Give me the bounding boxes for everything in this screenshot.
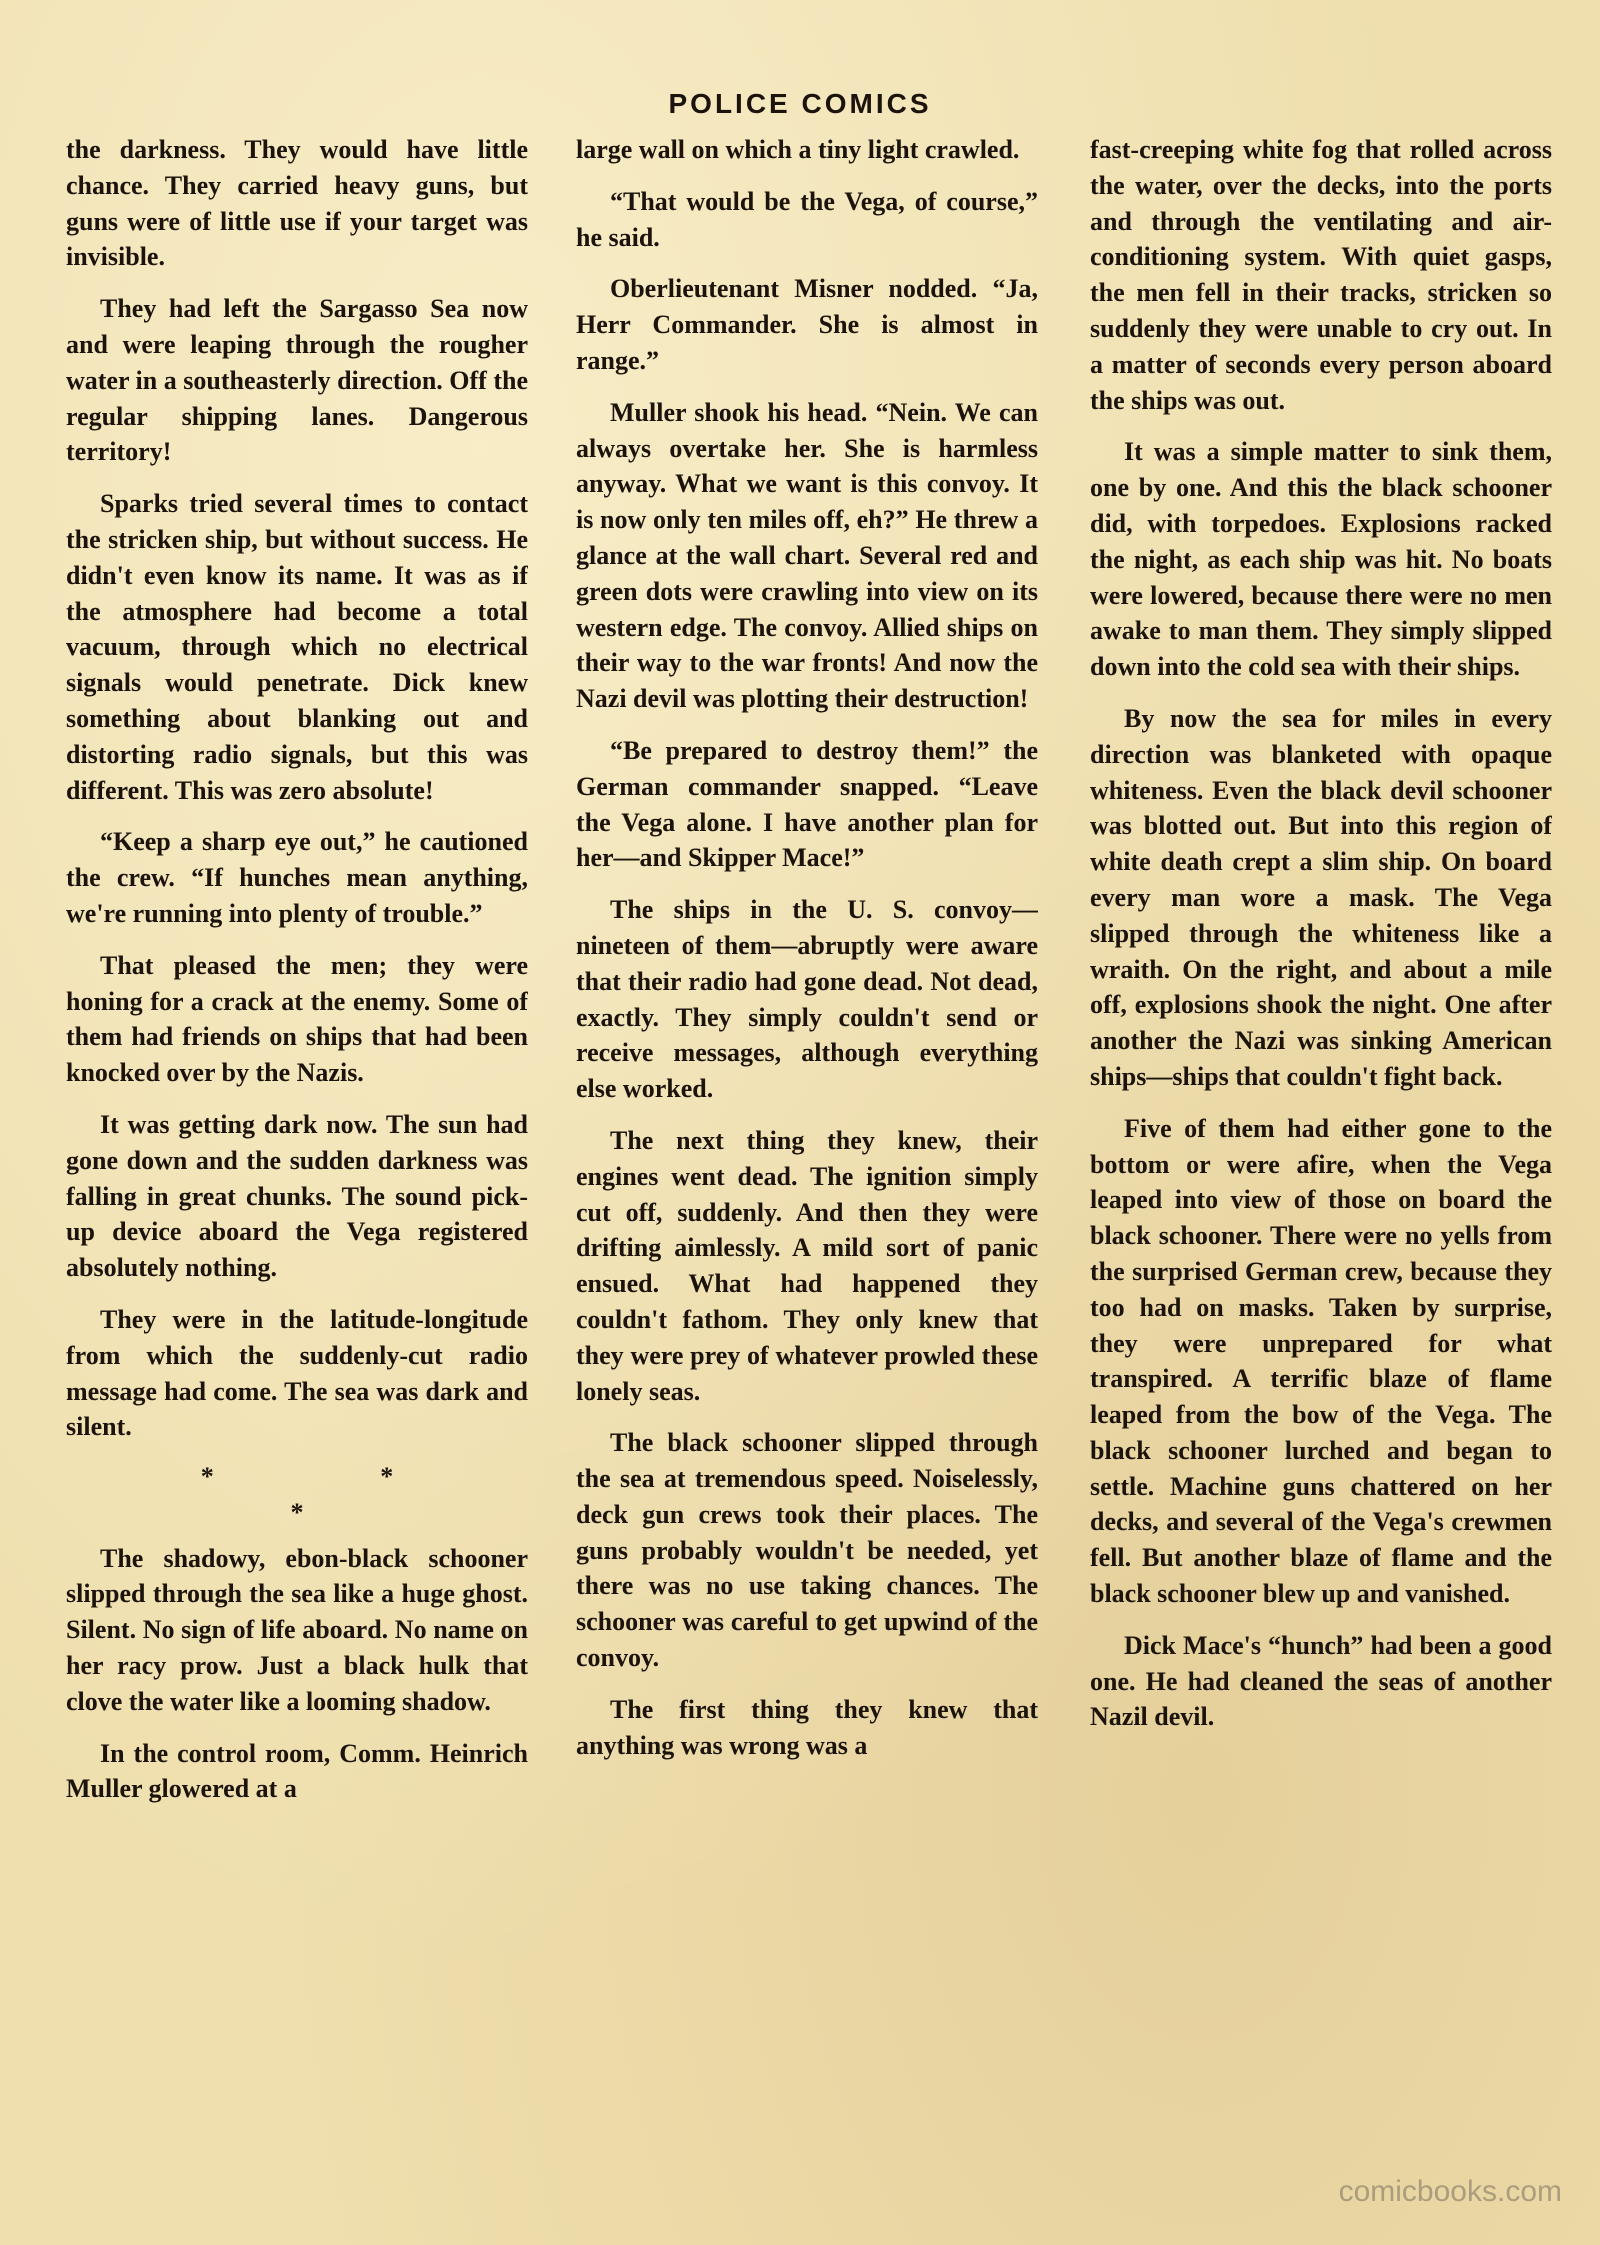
paragraph: The first thing they knew that anything was wrong was a [576, 1694, 1038, 1760]
site-watermark: comicbooks.com [1338, 2175, 1562, 2208]
paragraph: By now the sea for miles in every direction was blanketed with opaque whiteness. Even the black devil schooner was blotted out. But into this region of white death crept a slim ship. On board every man wore a mask. The Vega slipped through the whiteness like a wraith. On the right, and about a mile off, explosions shook the night. One after another the Nazi was sinking American ships—ships that couldn't fight back. [1090, 703, 1552, 1091]
paragraph: That pleased the men; they were honing for a crack at the enemy. Some of them had friends on ships that had been knocked over by the Nazis. [66, 950, 528, 1088]
paragraph: The ships in the U. S. convoy—nineteen of them—abruptly were aware that their radio had gone dead. Not dead, exactly. They simply couldn't send or receive messages, although everything else worked. [576, 895, 1038, 1104]
paragraph: “Be prepared to destroy them!” the German commander snapped. “Leave the Vega alone. I have another plan for her—and Skipper Mace!” [576, 735, 1038, 873]
section-break-asterisks: * * * [200, 1462, 474, 1527]
paragraph: “That would be the Vega, of course,” he said. [576, 186, 1038, 252]
paragraph: It was a simple matter to sink them, one by one. And this the black schooner did, with torpedoes. Explosions racked the night, as each ship was hit. No boats were lowered, because there were no men awake to man them. They simply slipped down into the cold sea with their ships. [1090, 437, 1552, 682]
paragraph: The black schooner slipped through the sea at tremendous speed. Noiselessly, deck gun crews took their places. The guns probably wouldn't be needed, yet there was no use taking chances. The schooner was careful to get upwind of the convoy. [576, 1428, 1038, 1673]
paragraph: In the control room, Comm. Heinrich Muller glowered at a [66, 1738, 528, 1804]
paragraph: the darkness. They would have little chance. They carried heavy guns, but guns were of little use if your target was invisible. [66, 135, 528, 272]
paragraph: Muller shook his head. “Nein. We can always overtake her. She is harmless anyway. What we want is this convoy. It is now only ten miles off, eh?” He threw a glance at the wall chart. Several red and green dots were crawling into view on its western edge. The convoy. Allied ships on their way to the war fronts! And now the Nazi devil was plotting their destruction! [576, 397, 1038, 714]
paragraph: large wall on which a tiny light crawled. [576, 135, 1020, 164]
page-header-title: POLICE COMICS [668, 88, 932, 119]
text-column-2 [576, 132, 1038, 2162]
paragraph: The shadowy, ebon-black schooner slipped through the sea like a huge ghost. Silent. No sign of life aboard. No name on her racy prow. Just a black hulk that clove the water like a looming shadow. [66, 1543, 528, 1716]
paragraph: Oberlieutenant Misner nodded. “Ja, Herr Commander. She is almost in range.” [576, 274, 1038, 375]
paragraph: Sparks tried several times to contact the stricken ship, but without success. He didn't even know its name. It was as if the atmosphere had become a total vacuum, through which no electrical signals would penetrate. Dick knew something about blanking out and distorting radio signals, but this was different. This was zero absolute! [66, 489, 528, 805]
text-column-3 [1090, 132, 1552, 2162]
text-column-1 [66, 132, 528, 2162]
paragraph: Five of them had either gone to the bottom or were afire, when the Vega leaped into view of those on board the black schooner. There were no yells from the surprised German crew, because they too had on masks. Taken by surprise, they were unprepared for what transpired. A terrific blaze of flame leaped from the bow of the Vega. The black schooner lurched and began to settle. Machine guns chattered on her decks, and several of the Vega's crewmen fell. But another blaze of flame and the black schooner blew up and vanished. [1090, 1113, 1552, 1609]
paragraph: The next thing they knew, their engines went dead. The ignition simply cut off, suddenly. And then they were drifting aimlessly. A mild sort of panic ensued. What had happened they couldn't fathom. They only knew that they were prey of whatever prowled these lonely seas. [576, 1125, 1038, 1406]
paragraph: “Keep a sharp eye out,” he cautioned the crew. “If hunches mean anything, we're running into plenty of trouble.” [66, 827, 528, 928]
paragraph: They were in the latitude-longitude from which the suddenly-cut radio message had come. The sea was dark and silent. [66, 1304, 528, 1442]
paragraph: It was getting dark now. The sun had gone down and the sudden darkness was falling in great chunks. The sound pick-up device aboard the Vega registered absolutely nothing. [66, 1109, 528, 1283]
paragraph: They had left the Sargasso Sea now and were leaping through the rougher water in a southeasterly direction. Off the regular shipping lanes. Dangerous territory! [66, 294, 528, 467]
paragraph: fast-creeping white fog that rolled across the water, over the decks, into the ports and through the ventilating and air-conditioning system. With quiet gasps, the men fell in their tracks, stricken so suddenly they were unable to cry out. In a matter of seconds every person aboard the ships was out. [1090, 135, 1552, 415]
paragraph: Dick Mace's “hunch” had been a good one. He had cleaned the seas of another Nazil devil. [1090, 1630, 1552, 1732]
